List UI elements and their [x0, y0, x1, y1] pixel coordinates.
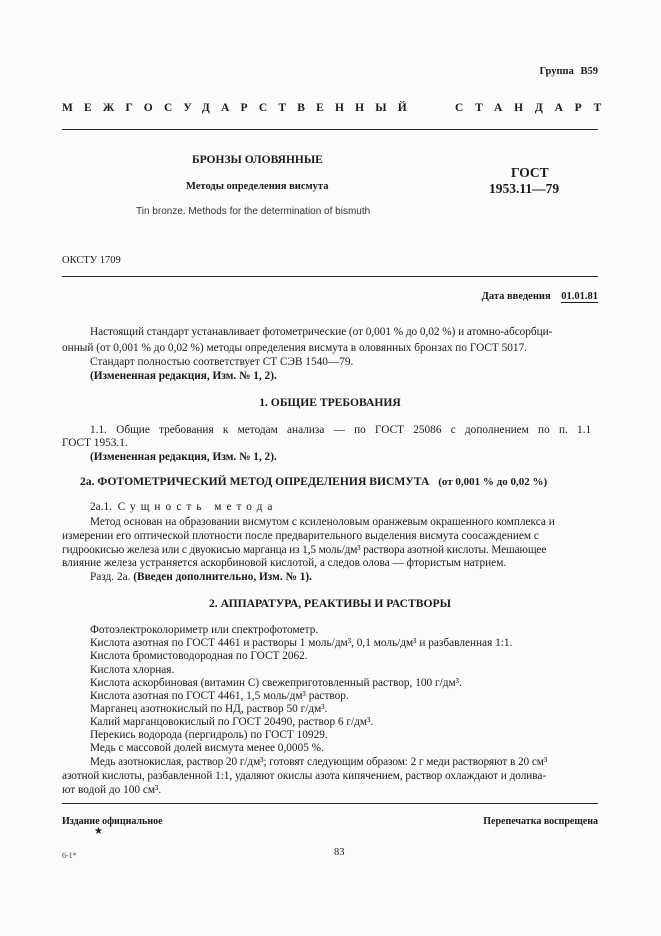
- english-title: Tin bronze. Methods for the determination of bismuth: [136, 206, 371, 217]
- section-2a-note-prefix: Разд. 2а.: [90, 571, 131, 583]
- section-2a-line-2: измерении его оптической плотности после предварительного выделения висмута соосаждением с: [62, 530, 539, 542]
- page-number: 83: [334, 847, 345, 858]
- group-code: В59: [580, 66, 598, 77]
- reagent-item: Фотоэлектроколориметр или спектрофотометр.: [90, 624, 319, 636]
- reagent-item: Кислота бромистоводородная по ГОСТ 2062.: [90, 650, 308, 662]
- reagent-item: Калий марганцовокислый по ГОСТ 20490, раствор 6 г/дм³.: [90, 716, 374, 728]
- group-label: [540, 66, 598, 77]
- section-2a-title: [80, 475, 547, 488]
- section-2a-line-4: влияние железа устраняется аскорбиновой кислотой, а следов олова — фтористым натрием.: [62, 557, 507, 569]
- star-mark: ★: [94, 826, 103, 837]
- section-2a-line-3: гидроокисью железа или с двуокисью марганца из 1,5 моль/дм³ раствора азотной кислоты. Мешающее: [62, 544, 547, 556]
- official-edition: Издание официальное: [62, 816, 163, 827]
- intro-line-3: Стандарт полностью соответствует СТ СЭВ 1540—79.: [90, 356, 354, 368]
- footer-rule: [62, 803, 598, 804]
- section-2a-note-text: (Введен дополнительно, Изм. № 1).: [133, 571, 312, 583]
- document-title: БРОНЗЫ ОЛОВЯННЫЕ: [192, 154, 323, 166]
- standard-right-title: СТАНДАРТ: [455, 102, 614, 114]
- reagent-item: Медь с массовой долей висмута менее 0,0005 %.: [90, 742, 324, 754]
- section-2a-sub-number: 2а.1.: [90, 501, 112, 513]
- section-2a-title-text: 2а. ФОТОМЕТРИЧЕСКИЙ МЕТОД ОПРЕДЕЛЕНИЯ ВИСМУТА: [80, 475, 430, 488]
- copper-nitrate-line-3: ют водой до 100 см³.: [62, 784, 162, 796]
- sheet-number: 6-1*: [62, 851, 77, 860]
- section-1-amendment: (Измененная редакция, Изм. № 1, 2).: [90, 451, 277, 463]
- section-2a-range: (от 0,001 % до 0,02 %): [438, 476, 548, 488]
- standard-left-title: МЕЖГОСУДАРСТВЕННЫЙ: [62, 102, 418, 114]
- section-2a-note: [90, 571, 312, 584]
- section-1-line-2: ГОСТ 1953.1.: [62, 437, 128, 449]
- group-label-text: Группа: [539, 66, 574, 77]
- intro-line-2: онный (от 0,001 % до 0,02 %) методы определения висмута в оловянных бронзах по ГОСТ 5017.: [62, 342, 528, 354]
- reagent-item: Кислота хлорная.: [90, 664, 175, 676]
- section-1-title: 1. ОБЩИЕ ТРЕБОВАНИЯ: [259, 396, 401, 409]
- section-1-line-1: 1.1. Общие требования к методам анализа — по ГОСТ 25086 с дополнением по п. 1.1: [90, 424, 592, 436]
- copper-nitrate-line-1: Медь азотнокислая, раствор 20 г/дм³; готовят следующим образом: 2 г меди растворяют в 20 см³: [90, 756, 548, 768]
- gost-label: ГОСТ: [511, 165, 549, 180]
- section-2-title: 2. АППАРАТУРА, РЕАКТИВЫ И РАСТВОРЫ: [208, 597, 452, 610]
- reagent-item: Кислота азотная по ГОСТ 4461 и растворы 1 моль/дм³, 0,1 моль/дм³ и разбавленная 1:1.: [90, 637, 513, 649]
- section-2a-sub: [90, 501, 277, 514]
- header-rule: [62, 129, 598, 130]
- reprint-notice: Перепечатка воспрещена: [483, 816, 598, 827]
- oksti-code: ОКСТУ 1709: [62, 255, 121, 266]
- title-rule: [62, 276, 598, 277]
- intro-date-label: Дата введения: [481, 291, 551, 302]
- intro-line-1: Настоящий стандарт устанавливает фотометрические (от 0,001 % до 0,02 %) и атомно-абсорбци-: [90, 326, 553, 338]
- reagent-item: Кислота аскорбиновая (витамин С) свежеприготовленный раствор, 100 г/дм³.: [90, 677, 462, 689]
- reagent-item: Марганец азотнокислый по НД, раствор 50 г/дм³.: [90, 703, 328, 715]
- document-subtitle: Методы определения висмута: [186, 181, 329, 192]
- intro-date-value: 01.01.81: [561, 291, 598, 302]
- reagent-item: Кислота азотная по ГОСТ 4461, 1,5 моль/дм³ раствор.: [90, 690, 349, 702]
- intro-date: [482, 291, 598, 302]
- section-2a-sub-title: Сущность метода: [117, 501, 278, 513]
- reagent-item: Перекись водорода (пергидроль) по ГОСТ 10929.: [90, 729, 328, 741]
- intro-amendment: (Измененная редакция, Изм. № 1, 2).: [90, 370, 277, 382]
- gost-number: 1953.11—79: [489, 181, 560, 196]
- copper-nitrate-line-2: азотной кислоты, разбавленной 1:1, удаляют окислы азота кипячением, раствор охлаждают и долива-: [62, 770, 547, 782]
- section-2a-line-1: Метод основан на образовании висмутом с ксиленоловым оранжевым окрашенного комплекса и: [90, 516, 555, 528]
